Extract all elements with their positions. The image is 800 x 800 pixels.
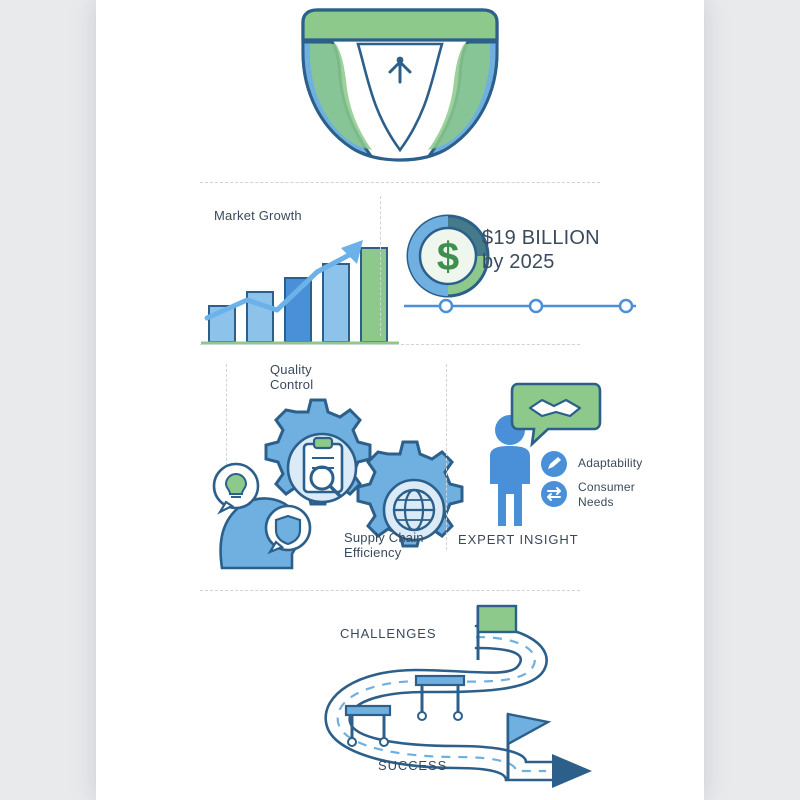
challenges-label: CHALLENGES — [340, 626, 437, 641]
supply-chain-label-line1: Supply Chain — [344, 530, 424, 545]
handshake-speech-bubble-icon — [508, 376, 604, 448]
shield-protection-icon — [266, 506, 310, 552]
market-growth-title: Market Growth — [214, 208, 302, 223]
poster-sheet — [96, 0, 704, 800]
bullet-consumer-needs-label — [578, 480, 635, 510]
dollar-coin-icon — [402, 210, 494, 302]
quality-control-label-line1: Quality — [270, 362, 312, 377]
hero-section — [96, 0, 704, 182]
hurdle-icon-2 — [346, 706, 390, 746]
journey-section — [96, 596, 704, 800]
divider-1 — [200, 182, 600, 183]
expert-insight-title: EXPERT INSIGHT — [458, 532, 579, 547]
swap-circle-icon — [540, 480, 568, 508]
divider-3 — [200, 590, 580, 591]
diaper-illustration — [96, 0, 704, 182]
supply-chain-label — [344, 530, 424, 560]
divider-vertical-1 — [380, 196, 381, 336]
market-growth-section — [96, 190, 704, 340]
insight-head-group — [192, 450, 332, 570]
quality-control-label-line2: Control — [270, 377, 314, 392]
bullet-adaptability-label: Adaptability — [578, 456, 643, 470]
market-figure-line1: $19 BILLION — [482, 227, 600, 249]
divider-vertical-3 — [446, 364, 447, 550]
supply-chain-label-line2: Efficiency — [344, 545, 402, 560]
operations-section — [96, 350, 704, 590]
market-figure-line2: by 2025 — [482, 251, 555, 273]
hurdle-icon-1 — [416, 676, 464, 720]
pen-circle-icon — [540, 450, 568, 478]
success-label: SUCCESS — [378, 758, 448, 773]
svg-text:$: $ — [436, 235, 460, 279]
bullet-consumer-needs-line1: Consumer — [578, 480, 635, 494]
divider-2 — [200, 344, 580, 345]
timeline-icon — [396, 294, 646, 318]
quality-control-label — [270, 362, 313, 392]
bullet-consumer-needs-line2: Needs — [578, 495, 614, 509]
market-figure — [482, 226, 600, 274]
